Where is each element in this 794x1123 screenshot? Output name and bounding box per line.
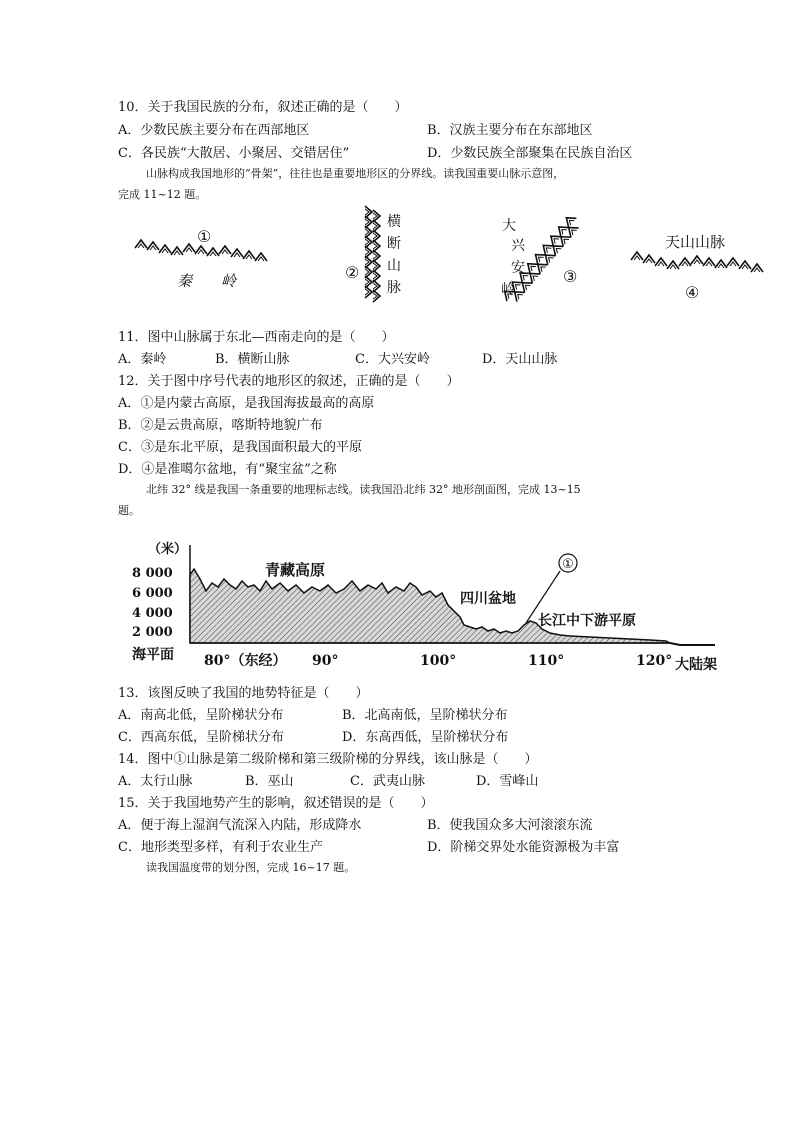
mountain-3-daxinganling <box>501 213 583 306</box>
terrain-profile-area <box>190 569 670 643</box>
q13-option-a: A．南高北低，呈阶梯状分布 <box>118 708 284 723</box>
mountain-1-marker-label: ① <box>562 557 574 572</box>
label-sichuan-basin: 四川盆地 <box>460 591 516 607</box>
q12-option-b: B．②是云贵高原，喀斯特地貌广布 <box>118 418 323 433</box>
q11-option-c: C．大兴安岭 <box>355 352 430 367</box>
mountain-4-name: 天山山脉 <box>665 233 726 251</box>
q11-option-d: D．天山山脉 <box>482 352 558 367</box>
q15-stem: 15．关于我国地势产生的影响，叙述错误的是（ ） <box>118 796 434 811</box>
q14-option-d: D．雪峰山 <box>476 774 539 789</box>
mountain-1-char-1: 秦 <box>177 272 193 290</box>
mountain-3-char-3: 安 <box>511 260 525 276</box>
label-yangtze-plain: 长江中下游平原 <box>538 613 636 629</box>
q15-option-c: C．地形类型多样，有利于农业生产 <box>118 840 323 855</box>
intro-11-12-line2: 完成 11~12 题。 <box>118 188 207 201</box>
q12-option-a: A．①是内蒙古高原，是我国海拔最高的高原 <box>118 396 375 411</box>
mountain-2-char-2: 断 <box>387 236 401 252</box>
mountain-2-char-4: 脉 <box>387 280 401 296</box>
profile-xtick-100: 100° <box>420 653 457 669</box>
q11-option-b: B．横断山脉 <box>215 352 290 367</box>
intro-13-15-line2: 题。 <box>118 504 140 517</box>
label-continental-shelf: 大陆架 <box>675 657 717 673</box>
q11-option-a: A．秦岭 <box>118 352 167 367</box>
profile-ytick-2000: 2 000 <box>132 625 173 640</box>
q15-option-d: D．阶梯交界处水能资源极为丰富 <box>427 840 620 855</box>
mountain-4-tianshan <box>631 233 763 302</box>
profile-ytick-6000: 6 000 <box>132 586 173 601</box>
label-sea-level: 海平面 <box>132 647 174 663</box>
q15-option-a: A．便于海上湿润气流深入内陆，形成降水 <box>118 818 362 833</box>
mountain-2-char-3: 山 <box>387 258 401 274</box>
q14-stem: 14．图中①山脉是第二级阶梯和第三级阶梯的分界线，该山脉是（ ） <box>118 752 538 767</box>
intro-11-12-line1: 山脉构成我国地形的“骨架”，往往也是重要地形区的分界线。读我国重要山脉示意图， <box>146 167 565 180</box>
q14-option-c: C．武夷山脉 <box>350 774 425 789</box>
mountain-1-char-2: 岭 <box>221 272 237 290</box>
mountain-range-figure <box>125 202 775 314</box>
intro-13-15-line1: 北纬 32° 线是我国一条重要的地理标志线。读我国沿北纬 32° 地形剖面图，完成 13~15 <box>146 483 581 496</box>
q10-option-b: B．汉族主要分布在东部地区 <box>427 123 593 138</box>
q10-option-c: C．各民族“大散居、小聚居、交错居住” <box>118 146 350 161</box>
continental-shelf-line <box>670 643 715 645</box>
mountain-2-char-1: 横 <box>387 214 401 230</box>
q12-option-c: C．③是东北平原，是我国面积最大的平原 <box>118 440 362 455</box>
q13-option-d: D．东高西低，呈阶梯状分布 <box>342 730 509 745</box>
mountain-2-hengduan <box>345 206 401 302</box>
q15-option-b: B．使我国众多大河滚滚东流 <box>427 818 593 833</box>
q12-stem: 12．关于图中序号代表的地形区的叙述，正确的是（ ） <box>118 374 460 389</box>
profile-ytick-8000: 8 000 <box>132 566 173 581</box>
profile-xtick-120: 120° <box>636 653 673 669</box>
q11-stem: 11．图中山脉属于东北—西南走向的是（ ） <box>118 330 395 345</box>
profile-xtick-110: 110° <box>528 653 565 669</box>
terrain-profile-figure <box>130 535 730 677</box>
mountain-2-number: ② <box>345 263 360 282</box>
intro-16-17-line1: 读我国温度带的划分图，完成 16~17 题。 <box>146 861 356 874</box>
q12-option-d: D．④是准噶尔盆地，有“聚宝盆”之称 <box>118 462 337 477</box>
q14-option-b: B．巫山 <box>245 774 294 789</box>
mountain-4-number: ④ <box>685 283 700 302</box>
q10-option-d: D．少数民族全部聚集在民族自治区 <box>427 146 633 161</box>
mountain-3-char-2: 兴 <box>511 238 525 254</box>
q10-option-a: A．少数民族主要分布在西部地区 <box>118 123 310 138</box>
mountain-3-number: ③ <box>563 267 578 286</box>
profile-ytick-4000: 4 000 <box>132 606 173 621</box>
mountain-1-number: ① <box>197 227 212 246</box>
mountain-1-qinling <box>135 227 267 290</box>
q13-stem: 13．该图反映了我国的地势特征是（ ） <box>118 686 369 701</box>
q13-option-c: C．西高东低，呈阶梯状分布 <box>118 730 284 745</box>
profile-unit: （米） <box>148 542 188 557</box>
mountain-3-char-4: 岭 <box>501 282 515 298</box>
q10-stem: 10．关于我国民族的分布，叙述正确的是（ ） <box>118 100 408 115</box>
profile-xtick-80: 80°（东经） <box>204 653 287 669</box>
label-qinghai-tibet-plateau: 青藏高原 <box>265 561 326 579</box>
q14-option-a: A．太行山脉 <box>118 774 193 789</box>
profile-xtick-90: 90° <box>312 653 339 669</box>
mountain-3-char-1: 大 <box>502 218 516 234</box>
q13-option-b: B．北高南低，呈阶梯状分布 <box>342 708 508 723</box>
